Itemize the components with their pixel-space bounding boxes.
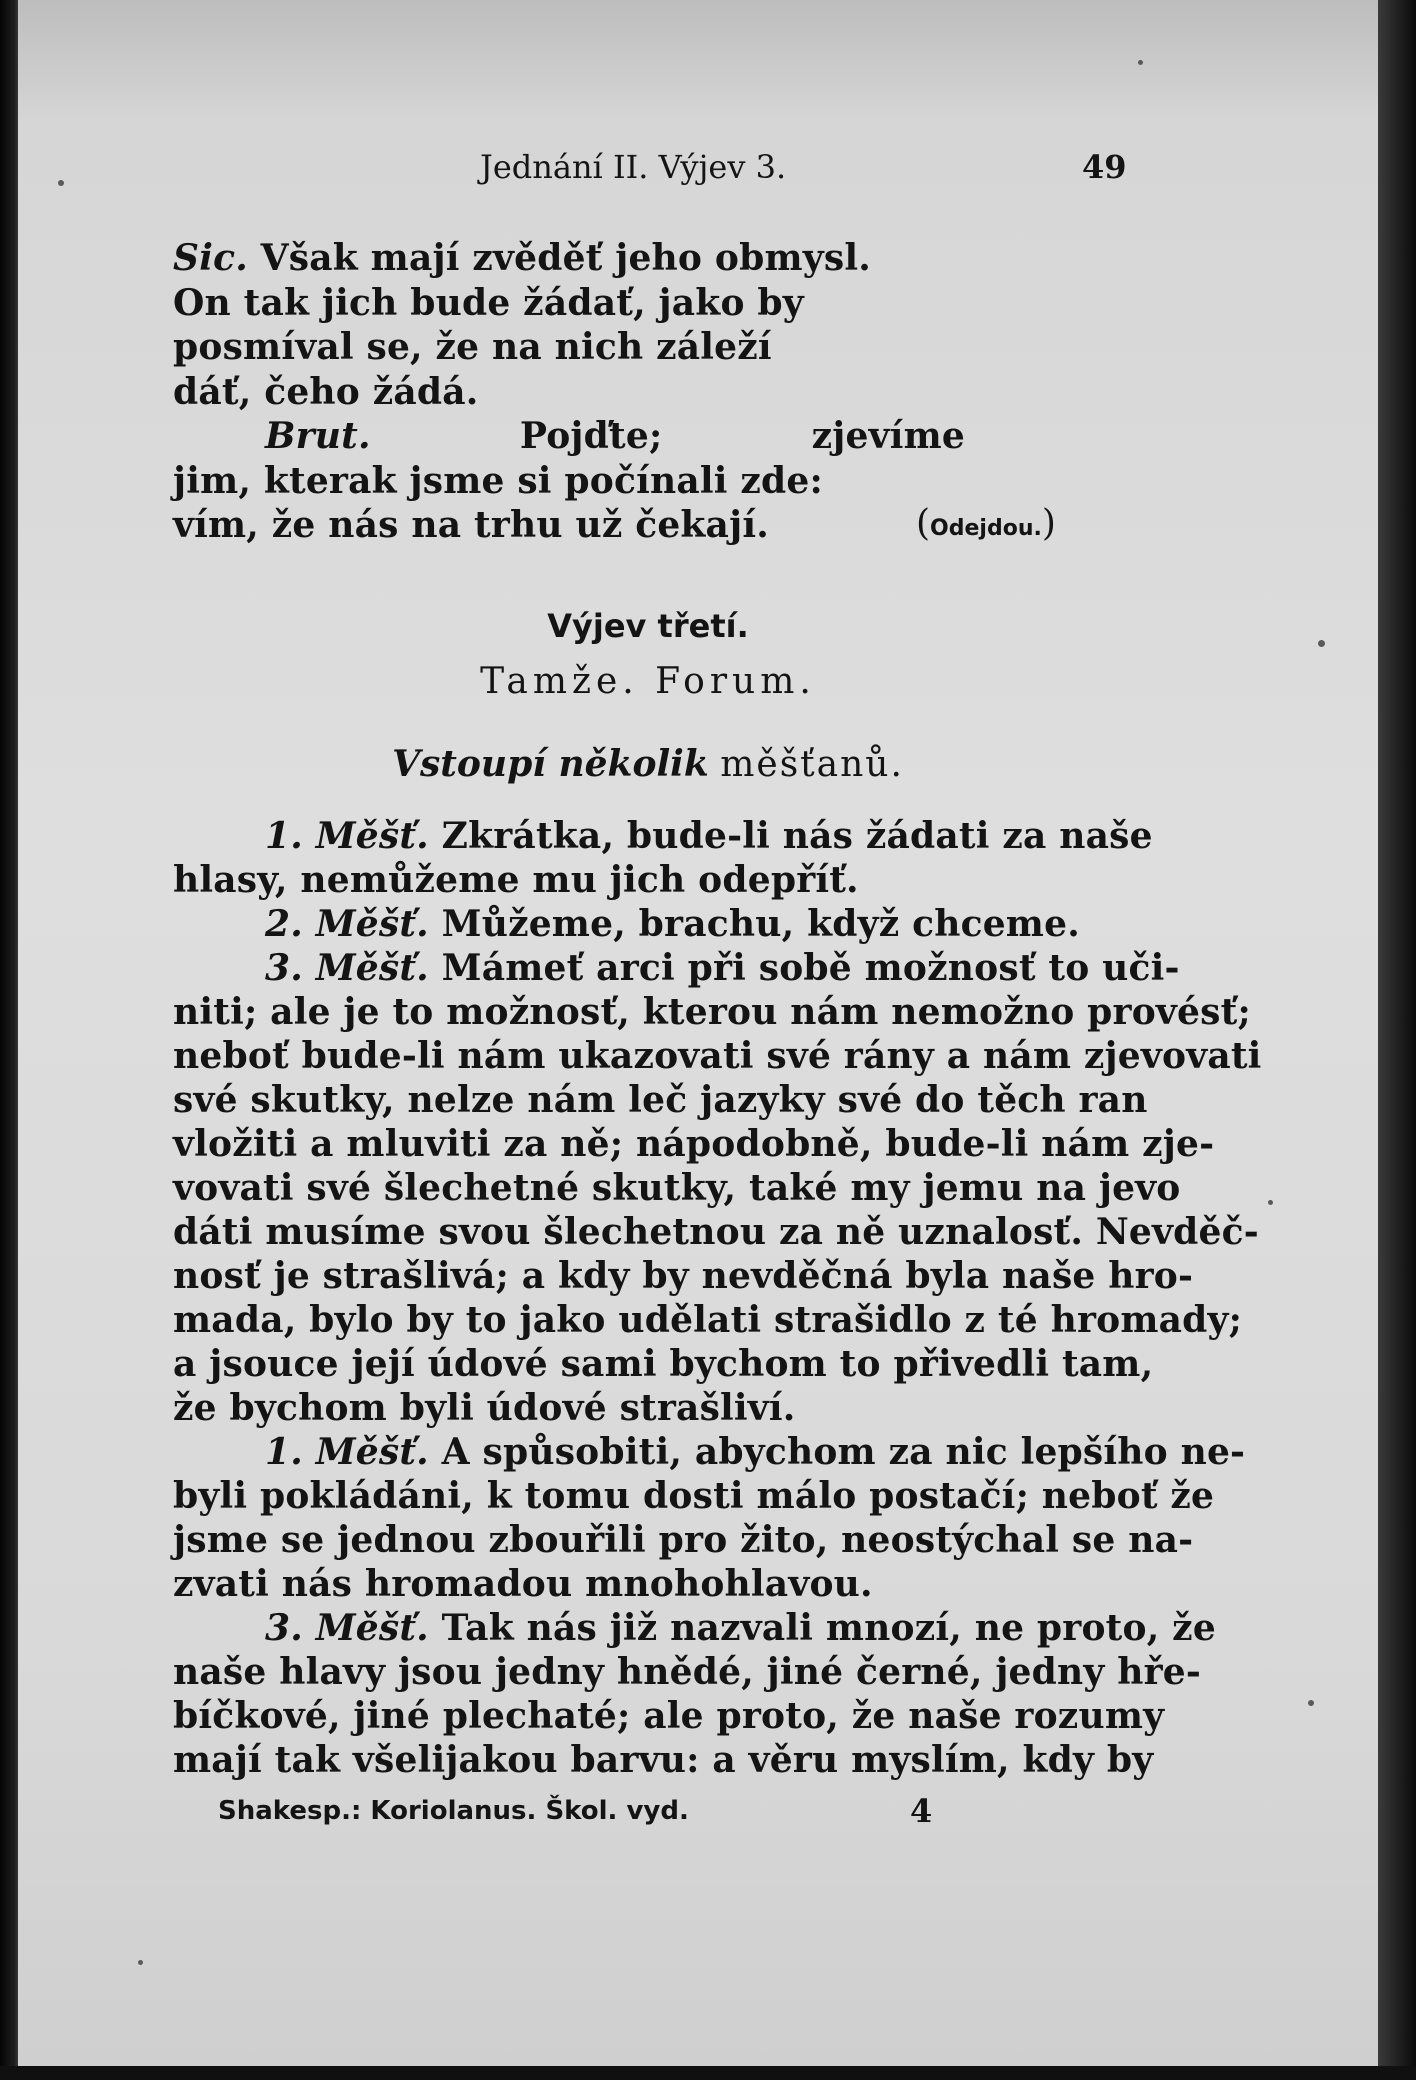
- line-text: že bychom byli údové strašliví.: [173, 1387, 796, 1429]
- line-text: posmíval se, že na nich záleží: [173, 326, 772, 368]
- paper-speck: [1138, 60, 1143, 65]
- line-text: naše hlavy jsou jedny hnědé, jiné černé, jedny hře-: [173, 1651, 1202, 1693]
- paper-speck: [58, 180, 64, 186]
- stage-direction-italic: Vstoupí několik: [392, 743, 709, 785]
- scene-heading: Výjev třetí.: [547, 607, 749, 645]
- lines_main-line: [173, 1034, 1262, 1078]
- line-text: a jsouce její údové sami bychom to přivedli tam,: [173, 1343, 1154, 1385]
- line-text: Zkrátka, bude-li nás žádati za naše: [441, 815, 1153, 857]
- lines_main-line: [173, 1474, 1215, 1518]
- lines_main-line: [173, 1430, 1246, 1474]
- line-text: hlasy, nemůžeme mu jich odepříť.: [173, 859, 859, 901]
- line-text: Však mají zvěděť jeho obmysl.: [260, 237, 871, 279]
- footer-signature: Shakesp.: Koriolanus. Škol. vyd.: [218, 1796, 689, 1826]
- line-text: jsme se jednou zbouřili pro žito, neostýchal se na-: [173, 1519, 1194, 1561]
- lines_top-line: [173, 281, 1123, 325]
- lines_main-line: [173, 1518, 1194, 1562]
- line-text: dáť, čeho žádá.: [173, 370, 479, 413]
- lines_main-line: [173, 1650, 1202, 1694]
- lines_main-line: [173, 1694, 1165, 1738]
- speaker-prefix: 1. Měšť.: [265, 815, 429, 857]
- line-text: vím, že nás na trhu už čekají.: [173, 504, 769, 546]
- page-number: 49: [1082, 148, 1127, 186]
- lines_main-line: [173, 946, 1180, 990]
- lines_main-line: [173, 1342, 1154, 1386]
- line-text: bíčkové, jiné plechaté; ale proto, že naše rozumy: [173, 1695, 1165, 1737]
- line-text: jim, kterak jsme si počínali zde:: [173, 459, 823, 502]
- stage-direction: [173, 742, 1123, 787]
- lines_main-line: [173, 1254, 1194, 1298]
- line-text: vložiti a mluviti za ně; nápodobně, bude-li nám zje-: [173, 1123, 1215, 1165]
- line-text: své skutky, nelze nám leč jazyky své do těch ran: [173, 1079, 1148, 1121]
- exit-close-paren: ): [1041, 503, 1056, 544]
- running-head: Jednání II. Výjev 3.: [480, 148, 787, 186]
- lines_main-line: [173, 1606, 1216, 1650]
- lines_top-line: [173, 459, 1123, 503]
- lines_top-line: [173, 325, 1123, 369]
- speaker-prefix: Brut.: [265, 415, 371, 457]
- lines_main-line: [173, 858, 1123, 902]
- line-text: mada, bylo by to jako udělati strašidlo z té hromady;: [173, 1299, 1243, 1341]
- lines_main-line: [173, 1122, 1215, 1166]
- lines_top-line: [173, 370, 1123, 414]
- lines_main-line: [173, 1210, 1259, 1254]
- lines_main-line: [173, 1298, 1243, 1342]
- line-text: zvati nás hromadou mnohohlavou.: [173, 1563, 873, 1605]
- paper-speck: [1308, 1700, 1314, 1706]
- lines_main-line: [173, 990, 1251, 1034]
- page-right-edge: [1378, 0, 1416, 2080]
- page-bottom-edge: [0, 2066, 1416, 2080]
- lines_top-line: [173, 236, 1123, 280]
- line-text: A spůsobiti, abychom za nic lepšího ne-: [441, 1431, 1246, 1473]
- lines_main-line: [173, 1738, 1154, 1782]
- line-text: Můžeme, brachu, když chceme.: [441, 903, 1080, 945]
- line-text: mají tak všelijakou barvu: a věru myslím, kdy by: [173, 1739, 1154, 1781]
- line-text: niti; ale je to možnosť, kterou nám nemožno provésť;: [173, 991, 1251, 1033]
- paper-speck: [1318, 640, 1325, 647]
- lines_main-line: [173, 1166, 1181, 1210]
- speaker-prefix: 2. Měšť.: [265, 903, 429, 945]
- paper-speck: [138, 1960, 143, 1965]
- exit-open-paren: (: [916, 503, 931, 544]
- line-text: Tak nás již nazvali mnozí, ne proto, že: [441, 1607, 1216, 1649]
- line-text: Pojďte; zjevíme: [519, 415, 965, 457]
- line-text: vovati své šlechetné skutky, také my jemu na jevo: [173, 1167, 1181, 1209]
- footer-signature-number: 4: [910, 1792, 933, 1830]
- scene-location: Tamže. Forum.: [480, 661, 816, 702]
- lines_top-line: [173, 503, 1123, 547]
- stage-direction-plain: měšťanů.: [720, 744, 904, 785]
- line-text: nosť je strašlivá; a kdy by nevděčná byla naše hro-: [173, 1255, 1194, 1297]
- line-text: dáti musíme svou šlechetnou za ně uznalosť. Nevděč-: [173, 1211, 1259, 1253]
- speaker-prefix: 1. Měšť.: [265, 1431, 429, 1473]
- lines_top-line: [173, 414, 965, 458]
- line-text: neboť bude-li nám ukazovati své rány a nám zjevovati: [173, 1035, 1262, 1077]
- lines_main-line: [173, 1562, 1123, 1606]
- lines_main-line: [173, 902, 1123, 946]
- lines_main-line: [173, 1386, 1123, 1430]
- speaker-prefix: 3. Měšť.: [265, 947, 429, 989]
- line-text: byli pokládáni, k tomu dosti málo postačí; neboť že: [173, 1475, 1215, 1517]
- paper-speck: [1268, 1200, 1273, 1205]
- lines_main-line: [173, 814, 1153, 858]
- lines_main-line: [173, 1078, 1148, 1122]
- line-text: Mámeť arci při sobě možnosť to uči-: [441, 947, 1180, 989]
- line-text: On tak jich bude žádať, jako by: [173, 281, 804, 324]
- speaker-prefix: Sic.: [173, 237, 248, 279]
- speaker-prefix: 3. Měšť.: [265, 1607, 429, 1649]
- exit-word: Odejdou.: [930, 516, 1042, 541]
